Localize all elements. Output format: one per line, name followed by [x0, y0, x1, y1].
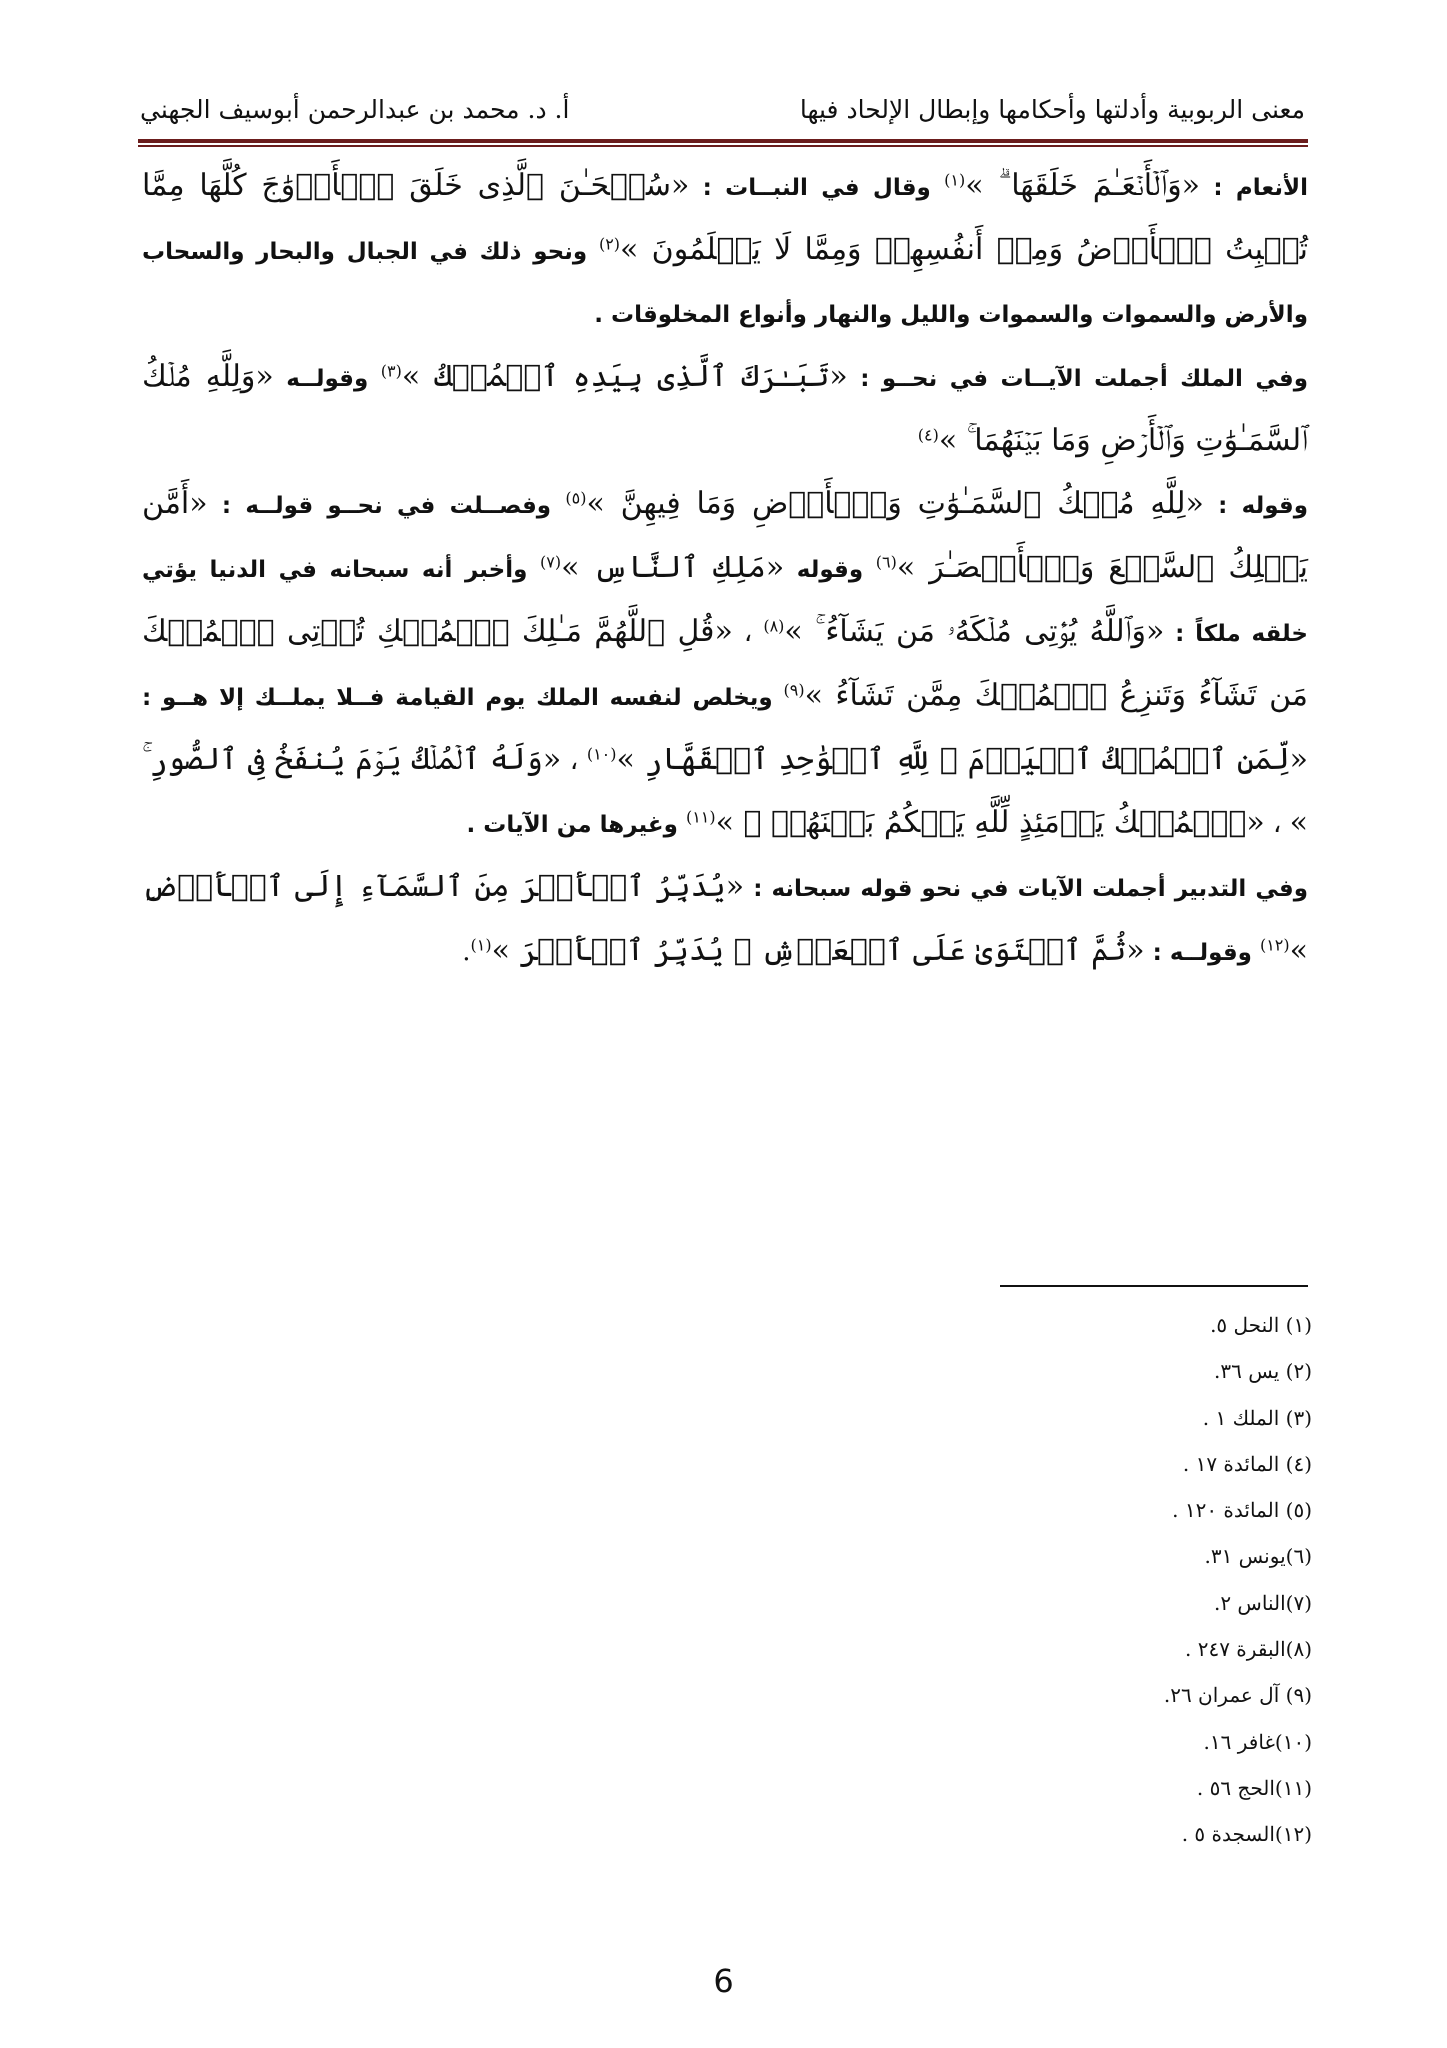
quran-quote: «وَٱلۡأَنۡعَـٰمَ خَلَقَهَا ۗ » [965, 168, 1201, 203]
page-number: 6 [713, 1962, 734, 2000]
footnote-ref: (٤) [917, 425, 939, 445]
text-run: ، [732, 618, 764, 648]
quran-quote: «وَلِلَّهِ مُلۡكُ ٱلسَّمَـٰوَٰتِ وَٱلۡأَرۡضِ وَمَا بَيۡنَهُمَا ۚ » [142, 359, 1308, 458]
quran-quote: «وَٱللَّهُ يُؤۡتِى مُلۡكَهُۥ مَن يَشَآءُ ۚ » [784, 614, 1165, 649]
paragraph-creation [142, 155, 1308, 346]
quran-quote: «يُدَبِّرُ ٱلۡأَمۡرَ مِنَ ٱلسَّمَآءِ إِلَى ٱلۡأَرۡضِ » [142, 869, 1308, 968]
footnote: (١٢)السجدة ٥ . [1181, 1822, 1312, 1847]
text-run: أجملت الآيات في نحو قوله سبحانه : [744, 876, 1166, 902]
footnote-separator [1000, 1285, 1308, 1287]
footnote-ref: (١١) [685, 807, 716, 827]
text-run: أجملت الآيــات في نحــو : [847, 366, 1168, 392]
running-title: معنى الربوبية وأدلتها وأحكامها وإبطال الإلحاد فيها [799, 95, 1305, 124]
text-run: وقال في النبــات : [689, 175, 945, 201]
footnote: (٨)البقرة ٢٤٧ . [1185, 1637, 1312, 1662]
quran-quote: «قُلِ ٱللَّهُمَّ مَـٰلِكَ ٱلۡمُلۡكِ تُؤۡتِى ٱلۡمُلۡكَ مَن تَشَآءُ وَتَنزِعُ ٱلۡمُلۡكَ مِمَّن تَشَآءُ » [142, 614, 1308, 713]
header-rule-thin [138, 145, 1308, 147]
footnotes [712, 1302, 1312, 1858]
footnote-ref: (٣) [380, 361, 402, 381]
text-run: وغيرها من الآيات . [466, 812, 686, 838]
text-run: ، [561, 746, 587, 776]
text-run: وفي التدبير [1165, 876, 1309, 902]
quran-quote: «ثُمَّ ٱسۡتَوَىٰ عَلَى ٱلۡعَرۡشِ ۖ يُدَبِّرُ ٱلۡأَمۡرَ » [491, 933, 1145, 968]
footnote-ref: (١) [470, 935, 492, 955]
running-author: أ. د. محمد بن عبدالرحمن أبوسيف الجهني [140, 95, 570, 124]
footnote-ref: (١٠) [586, 744, 617, 764]
text-run: . [462, 937, 471, 967]
footnote: (٦)يونس ٣١. [1204, 1544, 1312, 1569]
footnote-ref: (٧) [539, 552, 562, 572]
footnote-ref: (٩) [783, 680, 805, 700]
footnote: (٤) المائدة ١٧ . [1182, 1451, 1312, 1476]
footnote-ref: (١) [944, 170, 966, 190]
text-run: الأنعام : [1200, 175, 1309, 201]
footnote-ref: (٥) [565, 488, 587, 508]
text-run: ونحو ذلك في الجبال والبحار والسحاب والأرض والسموات والسموات والليل والنهار وأنواع المخلوقات . [142, 239, 1308, 328]
paragraph-dominion-details [142, 473, 1308, 856]
footnote: (١٠)غافر ١٦. [1203, 1729, 1312, 1754]
quran-quote: «ٱلۡمُلۡكُ يَوۡمَئِذٍ لِّلَّهِ يَحۡكُمُ بَيۡنَهُمۡ ۚ » [715, 805, 1265, 840]
footnote: (٩) آل عمران ٢٦. [1163, 1683, 1312, 1708]
quran-quote: «لِّمَنِ ٱلۡمُلۡكُ ٱلۡيَوۡمَ ۖ لِلَّهِ ٱلۡوَٰحِدِ ٱلۡقَهَّارِ » [616, 742, 1309, 777]
quran-quote: «سُبۡحَـٰنَ ٱلَّذِى خَلَقَ ٱلۡأَزۡوَٰجَ كُلَّهَا مِمَّا تُنۢبِتُ ٱلۡأَرۡضُ وَمِنۡ أَنفُسِهِمۡ وَمِمَّا لَا يَعۡلَمُونَ » [142, 168, 1308, 267]
footnote-ref: (٦) [875, 552, 897, 572]
quran-quote: «أَمَّن يَمۡلِكُ ٱلسَّمۡعَ وَٱلۡأَبۡصَـٰرَ » [142, 486, 1308, 585]
footnote-ref: (٨) [763, 616, 785, 636]
footnote: (١١)الحج ٥٦ . [1196, 1775, 1312, 1800]
quran-quote: «مَلِكِ ٱلنَّاسِ » [561, 550, 785, 585]
footnote: (٥) المائدة ١٢٠ . [1172, 1498, 1312, 1523]
text-run: وقولــه [273, 366, 381, 392]
footnote-ref: (٢) [598, 234, 621, 254]
text-run: ويخلص لنفسه الملك يوم القيامة فــلا يملــك إلا هــو : [142, 685, 784, 711]
quran-quote: «وَلَهُ ٱلۡمُلۡكُ يَوۡمَ يُنفَخُ فِى ٱلصُّورِ ۚ » [142, 742, 1308, 840]
text-run: وأخبر أنه سبحانه في الدنيا يؤتي خلقه ملكاً : [142, 557, 1308, 647]
text-run: ، [1264, 809, 1290, 839]
text-run: وفي الملك [1167, 366, 1309, 392]
header-rule-thick [138, 139, 1308, 143]
footnote: (٧)الناس ٢. [1213, 1590, 1312, 1615]
footnote: (١) النحل ٥. [1210, 1313, 1312, 1337]
quran-quote: «لِلَّهِ مُلۡكُ ٱلسَّمَـٰوَٰتِ وَٱلۡأَرۡضِ وَمَا فِيهِنَّ » [586, 486, 1204, 521]
text-run: وقولــه : [1144, 940, 1260, 966]
footnote: (٢) يس ٣٦. [1214, 1359, 1312, 1384]
quran-quote: «تَبَـٰرَكَ ٱلَّذِى بِيَدِهِ ٱلۡمُلۡكُ » [401, 359, 848, 394]
footnote-ref: (١٢) [1259, 935, 1290, 955]
text-run: وقوله [784, 557, 876, 583]
body-text [142, 155, 1308, 984]
paragraph-disposal [142, 856, 1308, 984]
text-run: وفصــلت في نحــو قولــه : [207, 493, 566, 519]
paragraph-dominion [142, 346, 1308, 473]
text-run: وقوله : [1203, 493, 1308, 519]
footnote: (٣) الملك ١ . [1202, 1405, 1312, 1430]
